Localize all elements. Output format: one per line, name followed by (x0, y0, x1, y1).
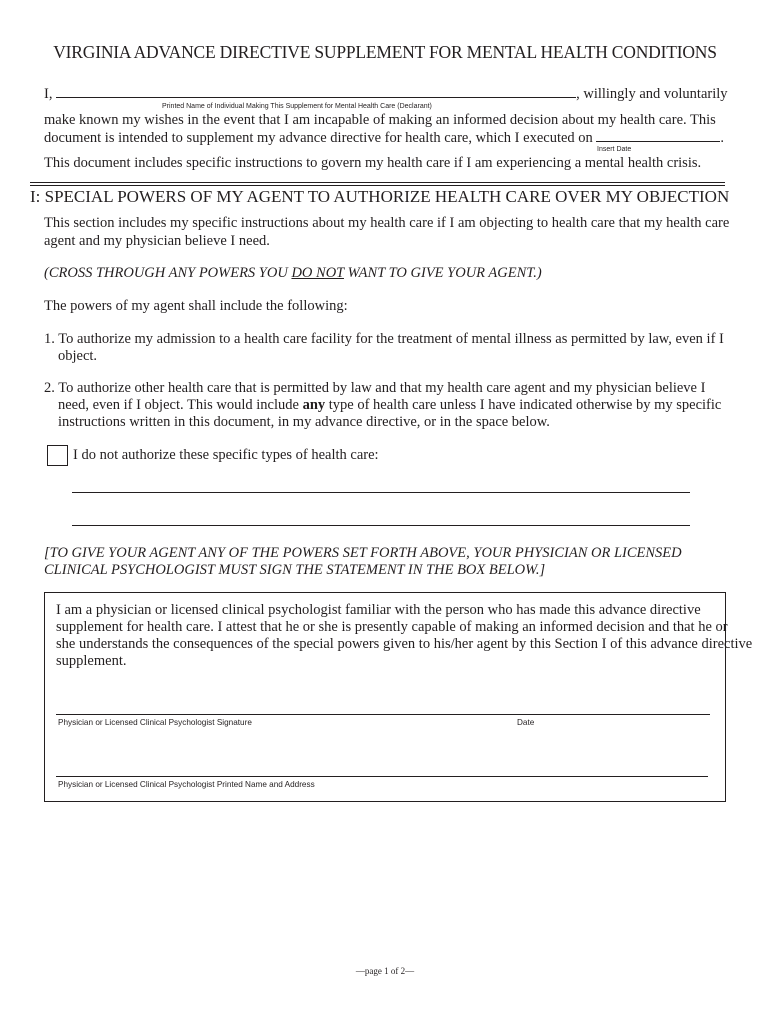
power-item-2-line-3: instructions written in this document, in my advance directive, or in the space below. (58, 414, 550, 430)
statement-line-2: supplement for health care. I attest that he or she is presently capable of making an informed decision and that he or (56, 619, 728, 635)
statement-line-3: she understands the consequences of the special powers given to his/her agent by this Section I of this advance directive (56, 636, 753, 652)
document-title: VIRGINIA ADVANCE DIRECTIVE SUPPLEMENT FOR MENTAL HEALTH CONDITIONS (53, 42, 717, 62)
do-not-authorize-checkbox[interactable] (47, 445, 68, 466)
name-address-line[interactable] (56, 776, 708, 777)
item2-line2-bold: any (302, 397, 326, 413)
checkbox-label: I do not authorize these specific types of health care: (73, 447, 379, 463)
date-caption: Date (517, 718, 535, 727)
item2-line2-pre: need, even if I object. This would include (58, 397, 303, 413)
cross-through-note (44, 265, 542, 283)
insert-date-caption: Insert Date (597, 146, 632, 153)
statement-line-1: I am a physician or licensed clinical psychologist familiar with the person who has made this advance directive (56, 602, 701, 618)
cross-note-do-not: DO NOT (291, 265, 344, 281)
statement-line-4: supplement. (56, 653, 127, 669)
power-item-1-line-2: object. (58, 348, 98, 364)
declarant-name-field[interactable] (56, 97, 576, 98)
intro-line-3-end: . (720, 130, 725, 146)
intro-line-2: make known my wishes in the event that I am incapable of making an informed decision about my health care. This (44, 112, 716, 128)
signature-caption: Physician or Licensed Clinical Psychologist Signature (58, 718, 252, 727)
section-intro-line-1: This section includes my specific instructions about my health care if I am objecting to health care that my health care (44, 215, 730, 231)
physician-note-line-1: [TO GIVE YOUR AGENT ANY OF THE POWERS SET FORTH ABOVE, YOUR PHYSICIAN OR LICENSED (44, 545, 682, 561)
declarant-caption: Printed Name of Individual Making This Supplement for Mental Health Care (Declarant) (162, 103, 432, 110)
health-care-exclusion-line-2[interactable] (72, 525, 690, 526)
cross-note-suffix: WANT TO GIVE YOUR AGENT.) (343, 265, 542, 281)
powers-intro: The powers of my agent shall include the following: (44, 298, 348, 314)
section-intro-line-2: agent and my physician believe I need. (44, 233, 270, 249)
page-footer: —page 1 of 2— (355, 966, 415, 976)
power-item-2-line-2 (58, 397, 721, 415)
item2-line2-post: type of health care unless I have indicated otherwise by my specific (325, 397, 722, 413)
section-heading: I: SPECIAL POWERS OF MY AGENT TO AUTHORIZE HEALTH CARE OVER MY OBJECTION (30, 187, 730, 206)
intro-line-3-text: document is intended to supplement my advance directive for health care, which I executed on (44, 130, 593, 146)
cross-note-prefix: (CROSS THROUGH ANY POWERS YOU (44, 265, 292, 281)
health-care-exclusion-line-1[interactable] (72, 492, 690, 493)
signature-line[interactable] (56, 714, 710, 715)
intro-line-3 (44, 130, 724, 148)
declarant-line (44, 86, 734, 104)
section-divider-bottom (30, 185, 725, 186)
power-item-2-line-1: 2. To authorize other health care that is permitted by law and that my health care agent and my physician believe I (44, 380, 706, 396)
intro-line-4: This document includes specific instructions to govern my health care if I am experiencing a mental health crisis. (44, 155, 702, 171)
section-divider-top (30, 182, 725, 183)
power-item-1-line-1: 1. To authorize my admission to a health care facility for the treatment of mental illness as permitted by law, even if I (44, 331, 724, 347)
i-prefix: I, (44, 86, 53, 102)
name-address-caption: Physician or Licensed Clinical Psychologist Printed Name and Address (58, 780, 315, 789)
executed-date-field[interactable] (596, 141, 720, 142)
willingly-text: , willingly and voluntarily (576, 86, 728, 102)
physician-note-line-2: CLINICAL PSYCHOLOGIST MUST SIGN THE STATEMENT IN THE BOX BELOW.] (44, 562, 546, 578)
